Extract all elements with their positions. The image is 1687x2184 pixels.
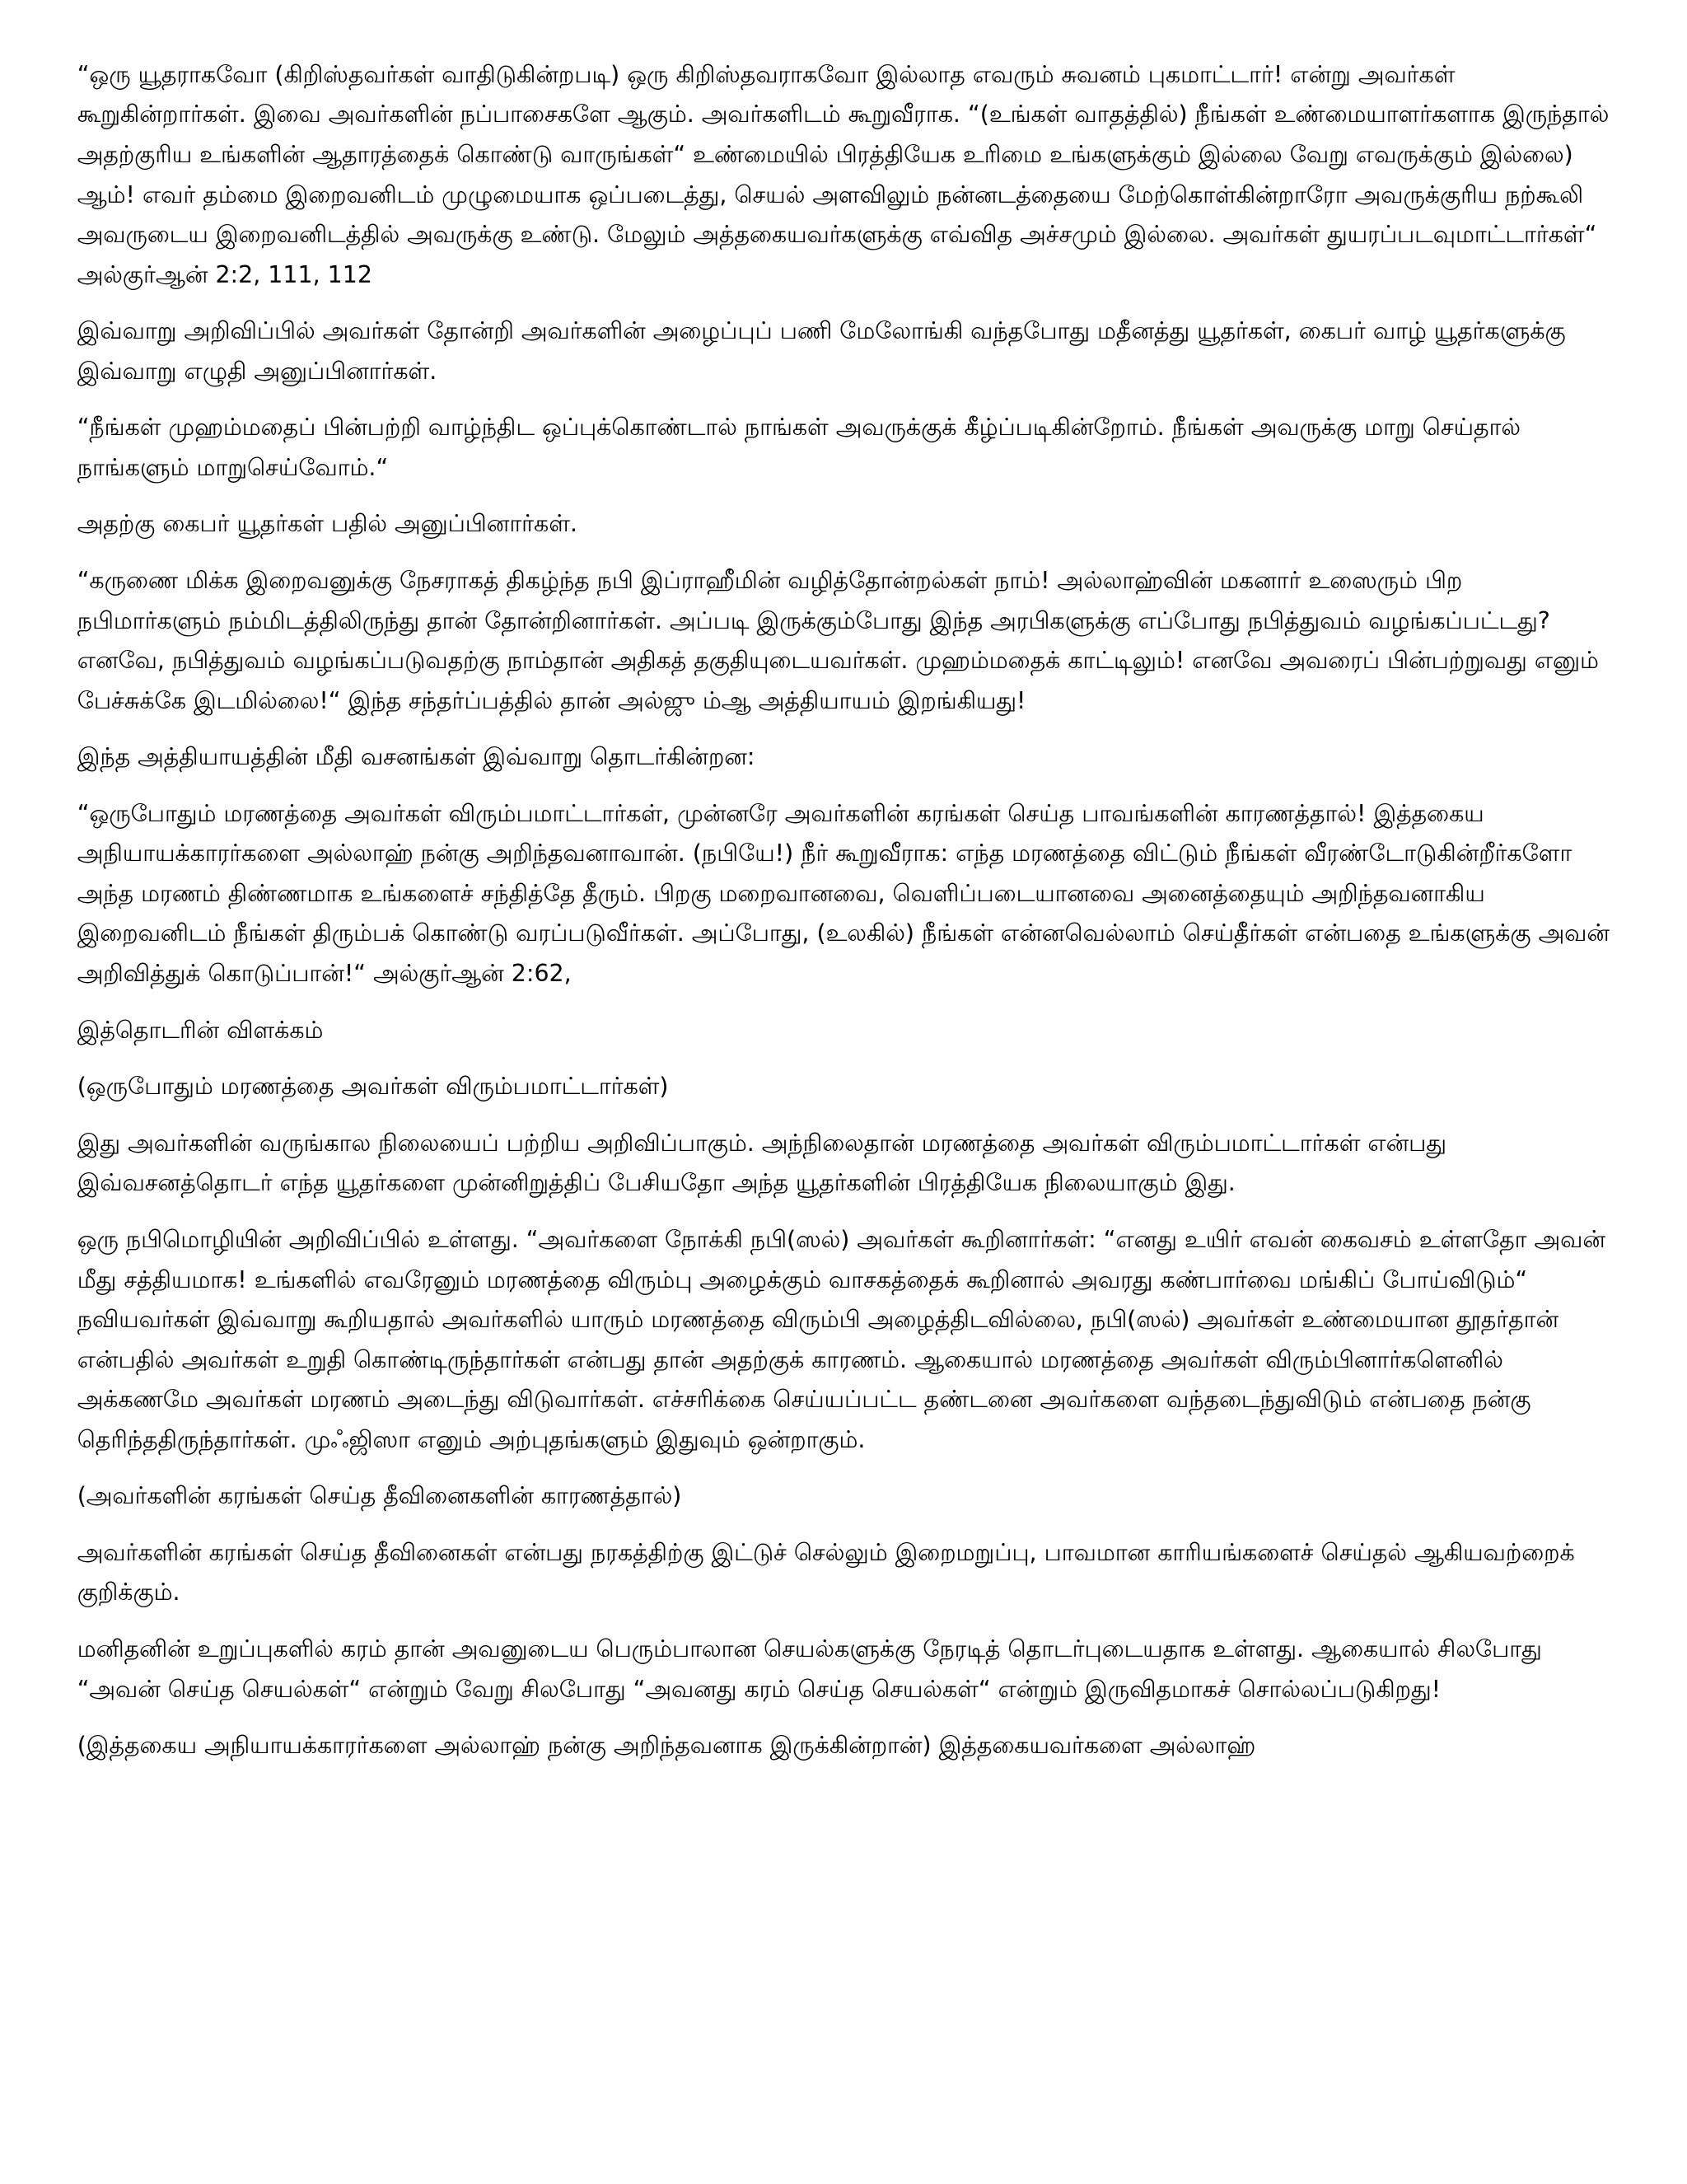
quote-paragraph: “கருணை மிக்க இறைவனுக்கு நேசராகத் திகழ்ந்த நபி இப்ராஹீமின் வழித்தோன்றல்கள் நாம்! அல்லாஹ்வின் மகனார் உஸைரும் பிற நபிமார்களும் நம்மிடத்திலிருந்து தான் தோன்றினார்கள். அப்படி இருக்கும்போது இந்த அரபிகளுக்கு எப்போது நபித்துவம் வழங்கப்பட்டது? எனவே, நபித்துவம் வழங்கப்படுவதற்கு நாம்தான் அதிகத் தகுதியுடையவர்கள். முஹம்மதைக் காட்டிலும்! எனவே அவரைப் பின்பற்றுவது எனும் பேச்சுக்கே இடமில்லை!“ இந்த சந்தர்ப்பத்தில் தான் அல்ஜு ம்ஆ அத்தியாயம் இறங்கியது! <box>77 567 1599 714</box>
body-paragraph: இவ்வாறு அறிவிப்பில் அவர்கள் தோன்றி அவர்களின் அழைப்புப் பணி மேலோங்கி வந்தபோது மதீனத்து யூதர்கள், கைபர் வாழ் யூதர்களுக்கு இவ்வாறு எழுதி அனுப்பினார்கள். <box>77 317 1566 385</box>
body-paragraph: அதற்கு கைபர் யூதர்கள் பதில் அனுப்பினார்கள். <box>77 510 577 538</box>
hadith-paragraph: ஒரு நபிமொழியின் அறிவிப்பில் உள்ளது. “அவர்களை நோக்கி நபி(ஸல்) அவர்கள் கூறினார்கள்: “எனது உயிர் எவன் கைவசம் உள்ளதோ அவன் மீது சத்தியமாக! உங்களில் எவரேனும் மரணத்தை விரும்பு அழைக்கும் வாசகத்தைக் கூறினால் அவரது கண்பார்வை மங்கிப் போய்விடும்“ நவியவர்கள் இவ்வாறு கூறியதால் அவர்களில் யாரும் மரணத்தை விரும்பி அழைத்திடவில்லை, நபி(ஸல்) அவர்கள் உண்மையான தூதர்தான் என்பதில் அவர்கள் உறுதி கொண்டிருந்தார்கள் என்பது தான் அதற்குக் காரணம். ஆகையால் மரணத்தை அவர்கள் விரும்பினார்களெனில் அக்கணமே அவர்கள் மரணம் அடைந்து விடுவார்கள். எச்சரிக்கை செய்யப்பட்ட தண்டனை அவர்களை வந்தடைந்துவிடும் என்பதை நன்கு தெரிந்ததிருந்தார்கள். முஃஜிஸா எனும் அற்புதங்களும் இதுவும் ஒன்றாகும். <box>77 1225 1605 1453</box>
body-paragraph: அவர்களின் கரங்கள் செய்த தீவினைகள் என்பது நரகத்திற்கு இட்டுச் செல்லும் இறைமறுப்பு, பாவமான காரியங்களைச் செய்தல் ஆகியவற்றைக் குறிக்கும். <box>77 1538 1575 1606</box>
verse-subheading: (ஒருபோதும் மரணத்தை அவர்கள் விரும்பமாட்டார்கள்) <box>77 1073 669 1101</box>
quran-quote-block <box>77 55 1610 295</box>
section-heading: இத்தொடரின் விளக்கம் <box>77 1016 324 1044</box>
quote-paragraph: “நீங்கள் முஹம்மதைப் பின்பற்றி வாழ்ந்திட ஒப்புக்கொண்டால் நாங்கள் அவருக்குக் கீழ்ப்படிகின்றோம். நீங்கள் அவருக்கு மாறு செய்தால் நாங்களும் மாறுசெய்வோம்.“ <box>77 414 1521 481</box>
verse-subheading: (அவர்களின் கரங்கள் செய்த தீவினைகளின் காரணத்தால்) <box>77 1482 682 1510</box>
body-paragraph: மனிதனின் உறுப்புகளில் கரம் தான் அவனுடைய பெரும்பாலான செயல்களுக்கு நேரடித் தொடர்புடையதாக உள்ளது. ஆகையால் சிலபோது “அவன் செய்த செயல்கள்“ என்றும் வேறு சிலபோது “அவனது கரம் செய்த செயல்கள்“ என்றும் இருவிதமாகச் சொல்லப்படுகிறது! <box>77 1635 1542 1703</box>
body-paragraph: இது அவர்களின் வருங்கால நிலையைப் பற்றிய அறிவிப்பாகும். அந்நிலைதான் மரணத்தை அவர்கள் விரும்பமாட்டார்கள் என்பது இவ்வசனத்தொடர் எந்த யூதர்களை முன்னிறுத்திப் பேசியதோ அந்த யூதர்களின் பிரத்தியேக நிலையாகும் இது. <box>77 1129 1446 1197</box>
body-paragraph: (இத்தகைய அநியாயக்காரர்களை அல்லாஹ் நன்கு அறிந்தவனாக இருக்கின்றான்) இத்தகையவர்களை அல்லாஹ் <box>77 1732 1256 1760</box>
quran-reference: அல்குர்ஆன் 2:2, 111, 112 <box>77 260 372 288</box>
quran-quote-paragraph: “ஒரு யூதராகவோ (கிறிஸ்தவர்கள் வாதிடுகின்றபடி) ஒரு கிறிஸ்தவராகவோ இல்லாத எவரும் சுவனம் புகமாட்டார்! என்று அவர்கள் கூறுகின்றார்கள். இவை அவர்களின் நப்பாசைகளே ஆகும். அவர்களிடம் கூறுவீராக. “(உங்கள் வாதத்தில்) நீங்கள் உண்மையாளர்களாக இருந்தால் அதற்குரிய உங்களின் ஆதாரத்தைக் கொண்டு வாருங்கள்“ உண்மையில் பிரத்தியேக உரிமை உங்களுக்கும் இல்லை வேறு எவருக்கும் இல்லை) ஆம்! எவர் தம்மை இறைவனிடம் முழுமையாக ஒப்படைத்து, செயல் அளவிலும் நன்னடத்தையை மேற்கொள்கின்றாரோ அவருக்குரிய நற்கூலி அவருடைய இறைவனிடத்தில் அவருக்கு உண்டு. மேலும் அத்தகையவர்களுக்கு எவ்வித அச்சமும் இல்லை. அவர்கள் துயரப்படவுமாட்டார்கள்“ <box>77 60 1610 249</box>
quran-quote-paragraph: “ஒருபோதும் மரணத்தை அவர்கள் விரும்பமாட்டார்கள், முன்னரே அவர்களின் கரங்கள் செய்த பாவங்களின் காரணத்தால்! இத்தகைய அநியாயக்காரர்களை அல்லாஹ் நன்கு அறிந்தவனாவான். (நபியே!) நீர் கூறுவீராக: எந்த மரணத்தை விட்டும் நீங்கள் வீரண்டோடுகின்றீர்களோ அந்த மரணம் திண்ணமாக உங்களைச் சந்தித்தே தீரும். பிறகு மறைவானவை, வெளிப்படையானவை அனைத்தையும் அறிந்தவனாகிய இறைவனிடம் நீங்கள் திரும்பக் கொண்டு வரப்படுவீர்கள். அப்போது, (உலகில்) நீங்கள் என்னவெல்லாம் செய்தீர்கள் என்பதை உங்களுக்கு அவன் அறிவித்துக் கொடுப்பான்!“ அல்குர்ஆன் 2:62, <box>77 799 1610 988</box>
body-paragraph: இந்த அத்தியாயத்தின் மீதி வசனங்கள் இவ்வாறு தொடர்கின்றன: <box>77 743 755 771</box>
